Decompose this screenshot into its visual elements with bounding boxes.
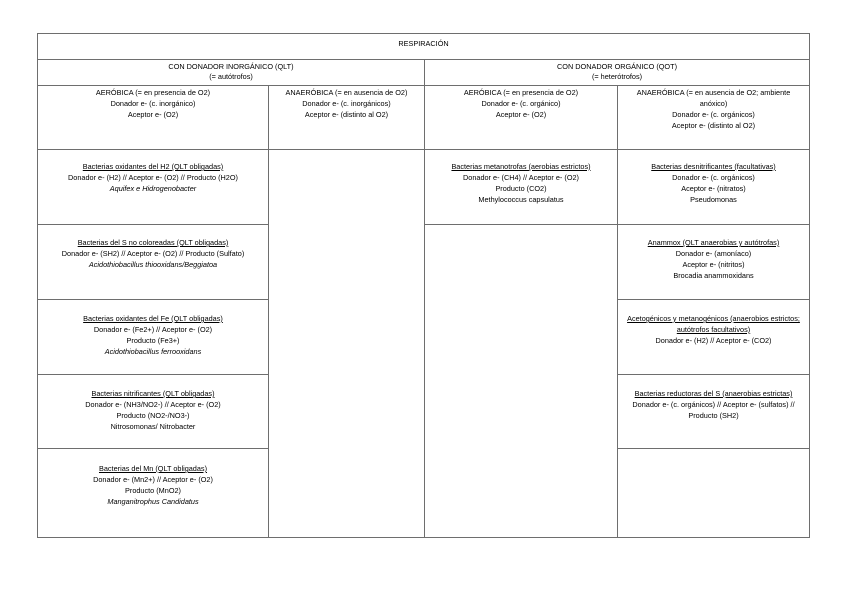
- species-name: Brocadia anammoxidans: [673, 271, 754, 280]
- species-name: Nitrosomonas/ Nitrobacter: [110, 422, 196, 431]
- col-header-line: Donador e- (c. orgánicos): [672, 110, 755, 119]
- organism-group-title: Bacterias del S no coloreadas (QLT obligadas): [77, 238, 229, 247]
- reaction-text: Donador e- (c. orgánicos) // Aceptor e- (sulfatos) // Producto (SH2): [632, 400, 795, 420]
- species-name: Methylococcus capsulatus: [478, 195, 564, 204]
- qlt-aerobic-cell-4: [38, 388, 268, 432]
- qlt-header-line1: CON DONADOR INORGÁNICO (QLT): [168, 62, 294, 71]
- organism-group-title: Bacterias del Mn (QLT obligadas): [98, 464, 208, 473]
- organism-group-title: Bacterias metanotrofas (aerobias estrictos): [451, 162, 591, 171]
- qot-header: [425, 61, 809, 82]
- product-text: Producto (NO2-/NO3-): [116, 411, 190, 420]
- product-text: Producto (MnO2): [125, 486, 181, 495]
- qlt-header: [38, 61, 424, 82]
- col-header-line: ANAERÓBICA (= en ausencia de O2): [285, 88, 408, 97]
- qlt-aerobic-cell-1: [38, 161, 268, 194]
- col-header-line: AERÓBICA (= en presencia de O2): [463, 88, 579, 97]
- species-name: Aquifex e Hidrogenobacter: [109, 184, 197, 193]
- qot-header-line1: CON DONADOR ORGÁNICO (QOT): [557, 62, 677, 71]
- col-header-qlt-anaerobic: [269, 87, 424, 120]
- col-header-line: Aceptor e- (O2): [495, 110, 547, 119]
- reaction-text: Donador e- (H2) // Aceptor e- (O2) // Producto (H2O): [68, 173, 238, 182]
- product-text: Producto (Fe3+): [126, 336, 180, 345]
- organism-group-title: Bacterias oxidantes del Fe (QLT obligadas): [83, 314, 223, 323]
- divider: [38, 299, 268, 300]
- col-header-qlt-aerobic: [38, 87, 268, 120]
- col-header-qot-aerobic: [425, 87, 617, 120]
- divider: [38, 374, 268, 375]
- divider: [617, 448, 809, 449]
- species-name: Acidothiobacillus thiooxidans/Beggiatoa: [88, 260, 218, 269]
- organism-group-title: Bacterias reductoras del S (anaerobias estrictas): [634, 389, 793, 398]
- reaction-text: Donador e- (NH3/NO2-) // Aceptor e- (O2): [85, 400, 221, 409]
- organism-group-title: Anammox (QLT anaerobias y autótrofas): [647, 238, 780, 247]
- table-title: [38, 38, 809, 49]
- divider: [617, 299, 809, 300]
- col-header-line: Aceptor e- (distinto al O2): [304, 110, 389, 119]
- col-header-line: ANAERÓBICA (= en ausencia de O2; ambiente anóxico): [636, 88, 791, 108]
- col-header-qot-anaerobic: [618, 87, 809, 131]
- col-header-line: Donador e- (c. inorgánicos): [302, 99, 391, 108]
- reaction-text: Donador e- (amoníaco): [675, 249, 752, 258]
- divider: [268, 85, 269, 537]
- qlt-aerobic-cell-2: [38, 237, 268, 270]
- qot-header-line2: (= heterótrofos): [591, 72, 643, 81]
- qot-aerobic-cell-1: [425, 161, 617, 205]
- acceptor-text: Aceptor e- (nitratos): [681, 184, 746, 193]
- respiration-table: [37, 33, 810, 538]
- col-header-line: Donador e- (c. inorgánico): [110, 99, 196, 108]
- reaction-text: Donador e- (Mn2+) // Aceptor e- (O2): [93, 475, 213, 484]
- divider: [424, 59, 425, 537]
- col-header-line: Aceptor e- (distinto al O2): [671, 121, 756, 130]
- species-name: Pseudomonas: [690, 195, 737, 204]
- reaction-text: Donador e- (Fe2+) // Aceptor e- (O2): [93, 325, 213, 334]
- qlt-aerobic-cell-3: [38, 313, 268, 357]
- organism-group-title: Bacterias oxidantes del H2 (QLT obligadas): [82, 162, 224, 171]
- divider: [38, 448, 268, 449]
- qlt-aerobic-cell-5: [38, 463, 268, 507]
- reaction-text: Donador e- (CH4) // Aceptor e- (O2): [463, 173, 579, 182]
- organism-group-title: Bacterias nitrificantes (QLT obligadas): [91, 389, 215, 398]
- title-text: RESPIRACIÓN: [398, 39, 449, 48]
- divider: [38, 224, 268, 225]
- col-header-line: Donador e- (c. orgánico): [481, 99, 561, 108]
- reaction-text: Donador e- (H2) // Aceptor e- (CO2): [655, 336, 772, 345]
- col-header-line: AERÓBICA (= en presencia de O2): [95, 88, 211, 97]
- qlt-header-line2: (= autótrofos): [209, 72, 253, 81]
- qot-anaerobic-cell-4: [618, 388, 809, 421]
- product-text: Producto (CO2): [495, 184, 547, 193]
- species-name: Manganitrophus Candidatus: [107, 497, 199, 506]
- reaction-text: Donador e- (c. orgánicos): [672, 173, 755, 182]
- col-header-line: Aceptor e- (O2): [127, 110, 179, 119]
- divider: [617, 374, 809, 375]
- qot-anaerobic-cell-3: [618, 313, 809, 346]
- acceptor-text: Aceptor e- (nitritos): [682, 260, 745, 269]
- species-name: Acidothiobacillus ferrooxidans: [104, 347, 202, 356]
- divider: [617, 85, 618, 537]
- reaction-text: Donador e- (SH2) // Aceptor e- (O2) // Producto (Sulfato): [61, 249, 245, 258]
- qot-anaerobic-cell-2: [618, 237, 809, 281]
- organism-group-title: Acetogénicos y metanogénicos (anaerobios estrictos; autótrofos facultativos): [627, 314, 800, 334]
- qot-anaerobic-cell-1: [618, 161, 809, 205]
- organism-group-title: Bacterias desnitrificantes (facultativas): [651, 162, 776, 171]
